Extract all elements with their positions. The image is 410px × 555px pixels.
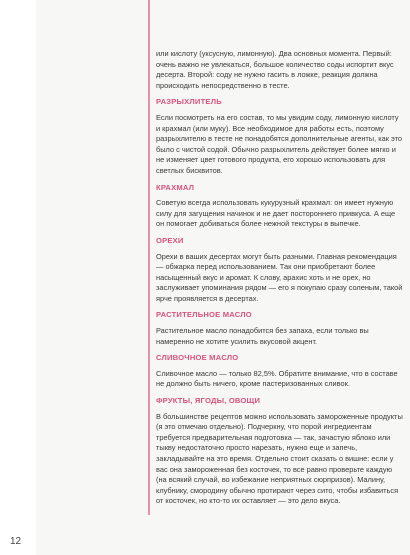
section-heading: ФРУКТЫ, ЯГОДЫ, ОВОЩИ: [156, 396, 261, 406]
section-heading: СЛИВОЧНОЕ МАСЛО: [156, 353, 239, 363]
section-paragraph: Советую всегда использовать кукурузный крахмал: он имеет нужную силу для загущения начинок и не дает постороннего привкуса. А еще он помогает добиваться более нежной текстуры в выпечке.: [156, 198, 396, 229]
page-number: 12: [10, 536, 22, 547]
section-nuts: [156, 236, 404, 305]
intro-paragraph: или кислоту (уксусную, лимонную). Два основных момента. Первый: очень важно не увлекаться, большое количество соды испортит вкус десерта. Второй: соду не нужно гасить в ложке, реакция должна происходить непосредственно в тесте.: [156, 49, 394, 90]
section-starch: [156, 183, 404, 230]
section-butter: [156, 353, 404, 390]
section-vegetable-oil: [156, 310, 404, 347]
section-heading: РАЗРЫХЛИТЕЛЬ: [156, 97, 222, 107]
section-heading: КРАХМАЛ: [156, 182, 195, 192]
section-fruits: [156, 396, 404, 507]
section-heading: ОРЕХИ: [156, 235, 184, 245]
text-column: [156, 49, 404, 511]
section-paragraph: В большинстве рецептов можно использовать замороженные продукты (я это отмечаю отдельно). Подчеркну, что порой ингредиентам требуется предварительная подготовка — так, зачастую яблоко или тыкву недостаточно просто нарезать, нужно еще и запечь, закладывайте на это время. Отдельно стоит сказать о вишне: если у вас она замороженная без косточек, то все равно проверьте каждую (на всякий случай, во избежание неприятных сюрпризов). Малину, клубнику, смородину обычно протирают через сито, чтобы избавиться от косточек, но кто-то их оставляет — это дело вкуса.: [156, 411, 403, 506]
section-paragraph: Если посмотреть на его состав, то мы увидим соду, лимонную кислоту и крахмал (или муку). Все необходимое для работы есть, поэтому разрыхлителю в тесте не понадобятся дополнительные агенты, как это было с чистой содой. Обычно разрыхлитель действует более мягко и не изменяет цвет готового продукта, его хорошо использовать для светлых бисквитов.: [156, 112, 403, 175]
section-paragraph: Растительное масло понадобится без запаха, если только вы намеренно не хотите усилить вкусовой акцент.: [156, 326, 369, 346]
section-paragraph: Орехи в ваших десертах могут быть разными. Главная рекомендация — обжарка перед использованием. Так они приобретают более насыщенный вкус и аромат. К слову, арахис хоть и не орех, но заслуживает упоминания рядом — его я покупаю сразу соленым, такой ярче проявляется в десертах.: [156, 251, 403, 303]
section-heading: РАСТИТЕЛЬНОЕ МАСЛО: [156, 310, 252, 320]
accent-rule: [148, 0, 150, 515]
page-margin: [0, 0, 36, 555]
section-paragraph: Сливочное масло — только 82,5%. Обратите внимание, что в составе не должно быть ничего, кроме пастеризованных сливок.: [156, 368, 398, 389]
section-baking-powder: [156, 97, 404, 176]
